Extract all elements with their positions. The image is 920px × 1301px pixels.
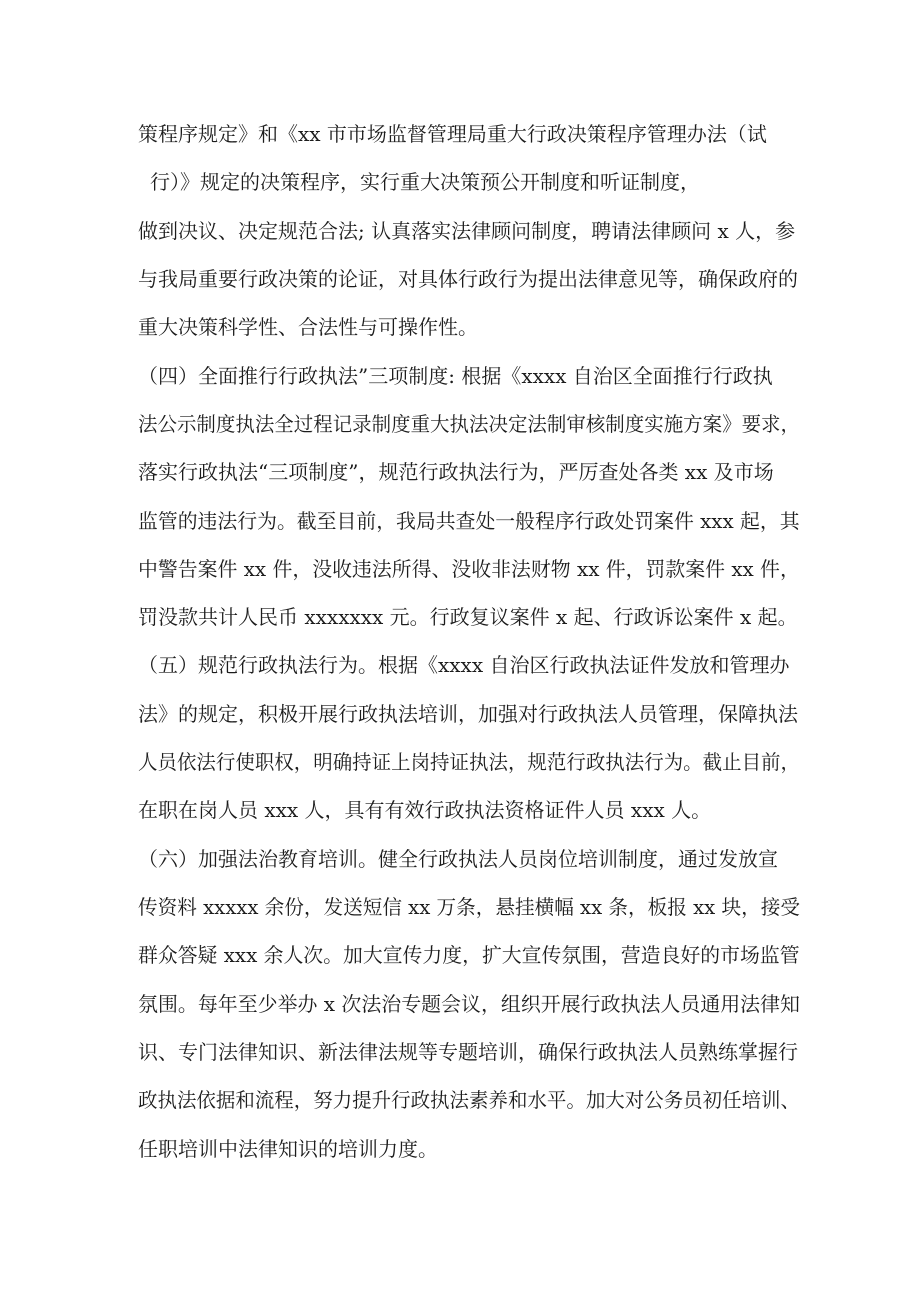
text-line-6: （四）全面推行行政执法”三项制度: 根据《xxxx 自治区全面推行行政执 — [138, 364, 773, 388]
text-line-11: 罚没款共计人民币 xxxxxxx 元。行政复议案件 x 起、行政诉讼案件 x 起。 — [138, 605, 798, 629]
text-line-15: 在职在岗人员 xxx 人，具有有效行政执法资格证件人员 xxx 人。 — [138, 798, 712, 822]
text-line-17: 传资料 xxxxx 余份，发送短信 xx 万条，悬挂横幅 xx 条，板报 xx 块，接受 — [138, 895, 800, 919]
text-line-12: （五）规范行政执法行为。根据《xxxx 自治区行政执法证件发放和管理办 — [138, 653, 790, 677]
text-line-13: 法》的规定，积极开展行政执法培训，加强对行政执法人员管理，保障执法 — [138, 702, 798, 726]
text-line-2: 行）》规定的决策程序，实行重大决策预公开制度和听证制度， — [150, 170, 700, 194]
text-line-18: 群众答疑 xxx 余人次。加大宣传力度，扩大宣传氛围，营造良好的市场监管 — [138, 943, 800, 967]
text-line-20: 识、专门法律知识、新法律法规等专题培训，确保行政执法人员熟练掌握行 — [138, 1040, 798, 1064]
text-line-16: （六）加强法治教育培训。健全行政执法人员岗位培训制度，通过发放宣 — [138, 847, 778, 871]
text-line-1: 策程序规定》和《xx 市市场监督管理局重大行政决策程序管理办法（试 — [138, 122, 767, 146]
text-line-10: 中警告案件 xx 件，没收违法所得、没收非法财物 xx 件，罚款案件 xx 件， — [138, 557, 800, 581]
text-line-9: 监管的违法行为。截至目前，我局共查处一般程序行政处罚案件 xxx 起，其 — [138, 509, 800, 533]
text-line-4: 与我局重要行政决策的论证，对具体行政行为提出法律意见等，确保政府的 — [138, 267, 798, 291]
text-line-7: 法公示制度执法全过程记录制度重大执法决定法制审核制度实施方案》要求， — [138, 412, 800, 436]
text-line-8: 落实行政执法“三项制度”，规范行政执法行为，严厉查处各类 xx 及市场 — [138, 460, 774, 484]
text-line-21: 政执法依据和流程，努力提升行政执法素养和水平。加大对公务员初任培训、 — [138, 1088, 800, 1112]
text-line-14: 人员依法行使职权，明确持证上岗持证执法，规范行政执法行为。截止目前， — [138, 750, 800, 774]
text-line-5: 重大决策科学性、合法性与可操作性。 — [138, 315, 478, 339]
text-line-22: 任职培训中法律知识的培训力度。 — [138, 1137, 438, 1161]
text-line-3: 做到决议、决定规范合法; 认真落实法律顾问制度，聘请法律顾问 x 人，参 — [138, 219, 796, 243]
text-line-19: 氛围。每年至少举办 x 次法治专题会议，组织开展行政执法人员通用法律知 — [138, 992, 800, 1016]
